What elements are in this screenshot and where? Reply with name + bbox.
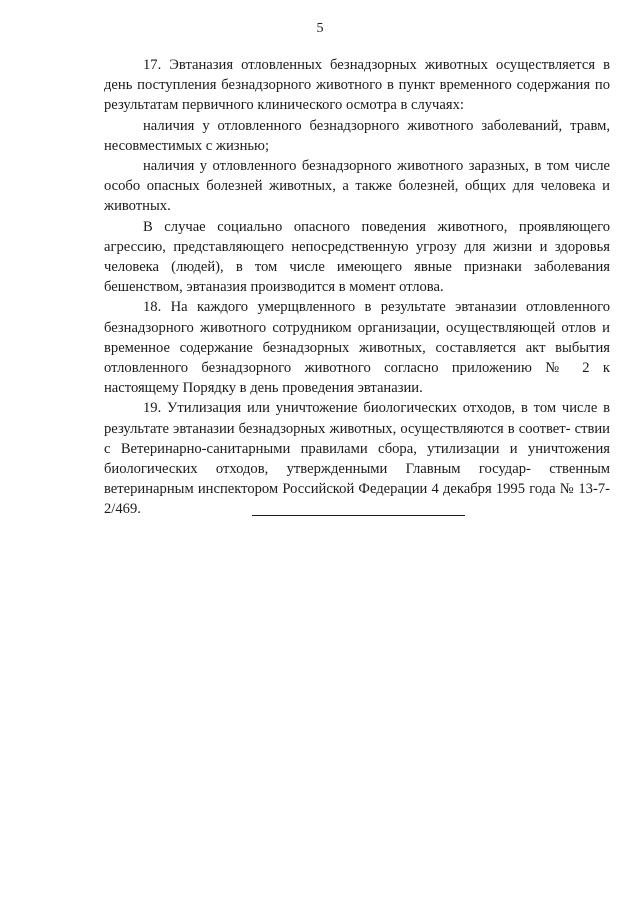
paragraph-18-disposal-act: 18. На каждого умерщвленного в результате эвтаназии отловленного безнадзорного животного сотрудником организации, осуществляющей отлов и временное содержание безнадзорных животных, составляется акт выбытия отловленного безнадзорного животного согласно приложению № 2 к настоящему Порядку в день проведения эвтаназии. xyxy=(104,299,610,397)
paragraph-case-incompatible-with-life: наличия у отловленного безнадзорного животного заболеваний, травм, несовместимых с жизнью; xyxy=(104,117,610,154)
page-number: 5 xyxy=(316,21,324,36)
paragraph-17-euthanasia: 17. Эвтаназия отловленных безнадзорных животных осуществляется в день поступления безнадзорного животного в пункт временного содержания по результатам первичного клинического осмотра в случаях: xyxy=(104,57,610,114)
document-body xyxy=(104,55,610,520)
end-of-text-divider xyxy=(252,515,465,516)
paragraph-socially-dangerous-behavior: В случае социально опасного поведения животного, проявляющего агрессию, представляющего непосредственную угрозу для жизни и здоровья человека (людей), в том числе имеющего явные признаки заболевания бешенством, эвтаназия производится в момент отлова. xyxy=(104,218,610,296)
paragraph-case-contagious-diseases: наличия у отловленного безнадзорного животного заразных, в том числе особо опасных болезней животных, а также болезней, общих для человека и животных. xyxy=(104,158,610,215)
paragraph-19-biological-waste: 19. Утилизация или уничтожение биологических отходов, в том числе в результате эвтаназии безнадзорных животных, осуществляются в соответ- ствии с Ветеринарно-санитарными правилами сбора, утилизации и уничтожения биологических отходов, утвержденными Главным государ- ственным ветеринарным инспектором Российской Федерации 4 декабря 1995 года № 13-7-2/469. xyxy=(104,400,610,518)
